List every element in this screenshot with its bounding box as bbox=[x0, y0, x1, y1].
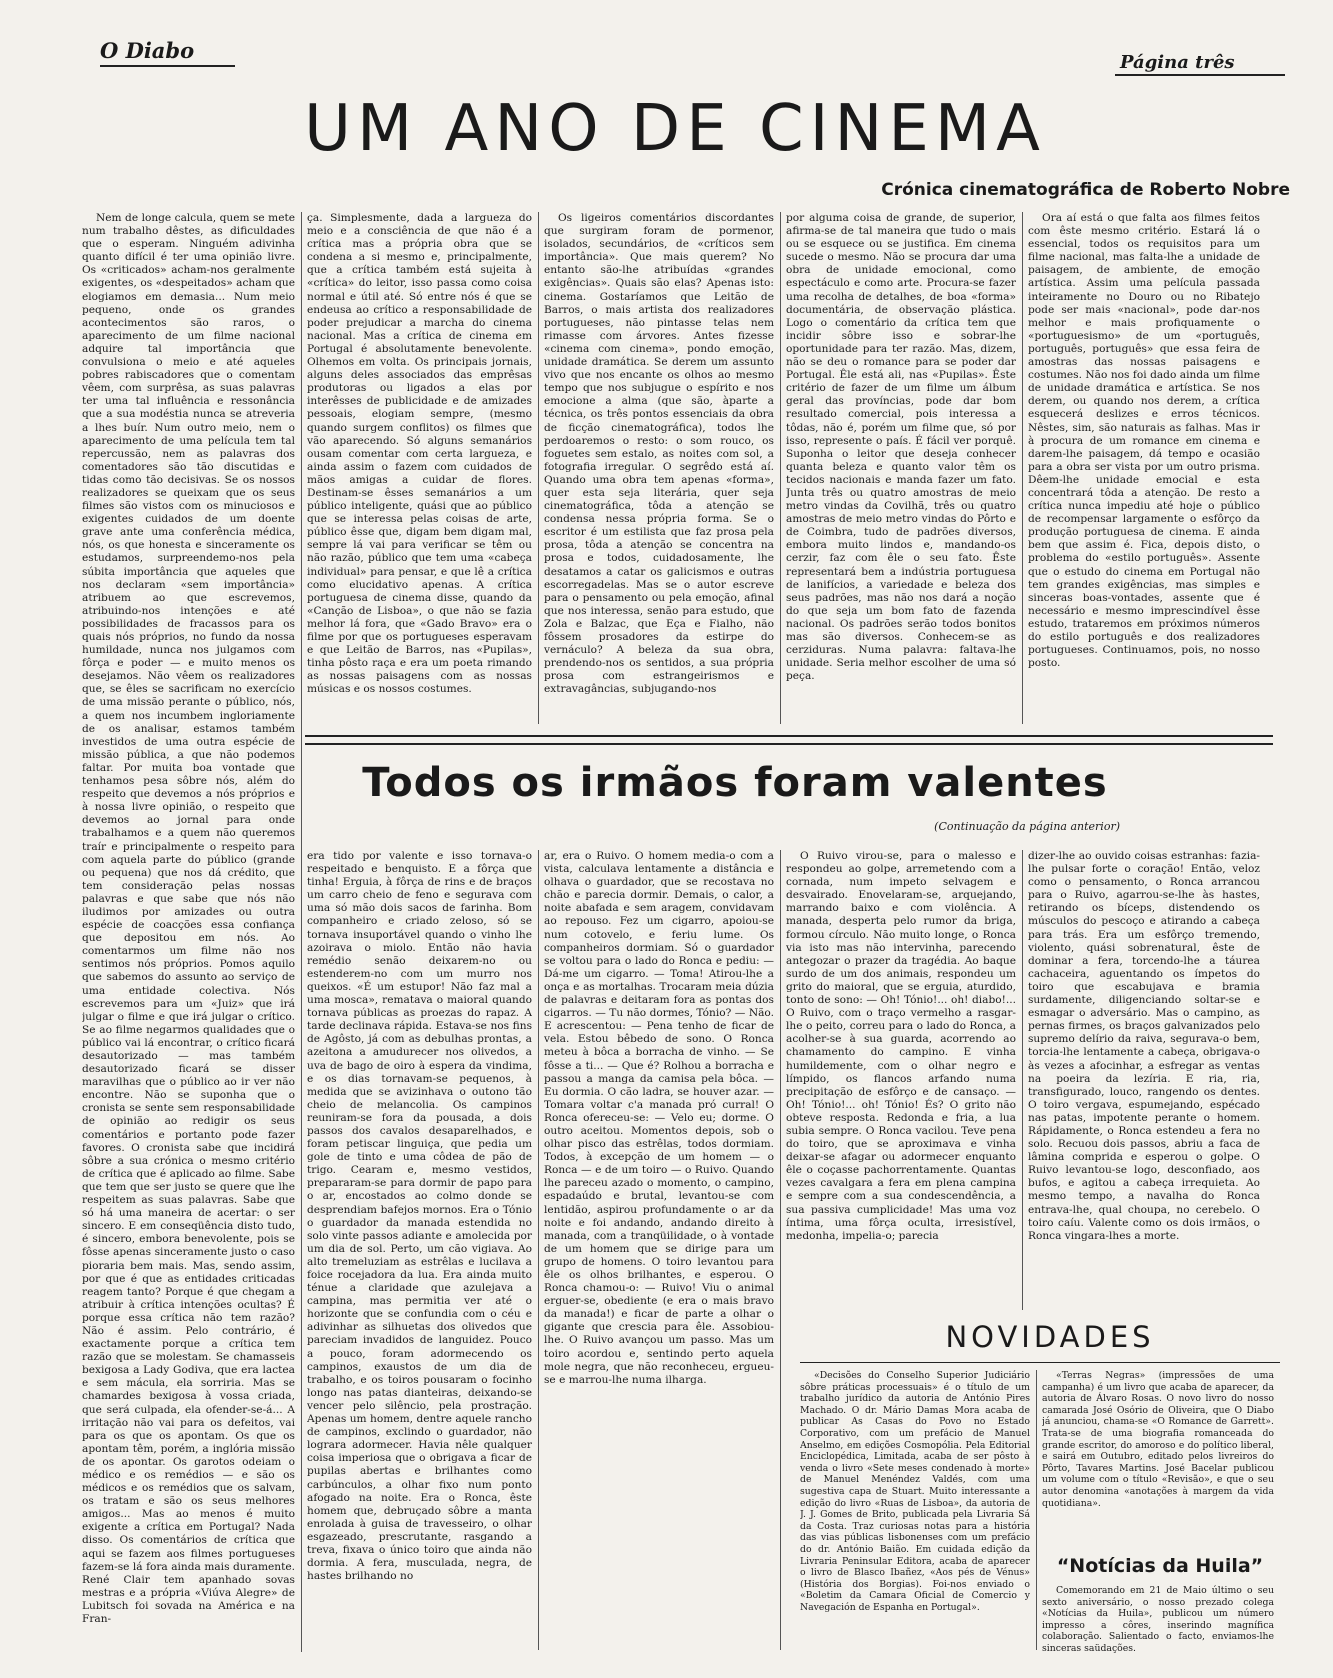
novidades-column-1-text: «Decisões do Conselho Superior Judiciário sôbre práticas processuais» é o título de um trabalho jurídico da autoria de António Pires Machado. O dr. Mário Damas Mora acaba de publicar As Casas do Povo no Estado Corporativo, com um prefácio de Manuel Anselmo, em edições Cosmopólia. Pela Editorial Enciclopédica, Limitada, acaba de ser pôsto à venda o livro «Sete meses condenado à morte» de Manuel Menéndez Valdés, com uma sugestiva capa de Stuart. Muito interessante a edição do livro «Ruas de Lisboa», da autoria de J. J. Gomes de Brito, publicada pela Livraria Sá da Costa. Traz curiosas notas para a história das vias públicas lisbonenses com um prefácio do dr. António Baião. Em cuidada edição da Livraria Peninsular Editora, acaba de aparecer o livro de Blasco Ibañez, «Aos pés de Vénus» (História dos Borgias). Foi-nos enviado o «Boletim da Camara Oficial de Comercio y Navegación de Espanha en Portugal». bbox=[800, 1370, 1030, 1613]
column-divider bbox=[1022, 850, 1023, 1310]
article-column-5 bbox=[1028, 212, 1260, 722]
noticias-heading: “Notícias da Huila” bbox=[1056, 1555, 1264, 1577]
column-divider bbox=[1036, 1370, 1037, 1650]
novidades-column-1 bbox=[800, 1370, 1030, 1650]
article-column-1-text: Nem de longe calcula, quem se mete num trabalho dêstes, as dificuldades que o esperam. Ninguém adivinha quanto difícil é ter uma opinião livre. Os «criticados» acham-nos geralmente exigentes, os «despeitados» acham que elogiamos em demasia... Num meio pequeno, onde os grandes acontecimentos são raros, o aparecimento de um filme nacional adquire tal importância que convulsiona o meio e até aqueles pobres rabiscadores que o comentam vêem, com surprêsa, as suas palavras ter uma tal influência e ressonância que a sua modéstia nunca se atreveria a lhes buír. Num outro meio, nem o aparecimento de uma película tem tal repercussão, nem as palavras dos comentadores são tão discutidas e tidas como tão decisivas. Se os nossos realizadores se queixam que os seus filmes são vistos com os minuciosos e exigentes cuidados de um doente grave ante uma conferência médica, nós, os que honesta e sinceramente os estudamos, surpreendemo-nos pela súbita importância que aqueles que nos declaram «sem importância» atribuem ao que escrevemos, atribuindo-nos intenções e até possibilidades de fracassos para os quais nós próprios, no fundo da nossa humildade, nunca nos julgamos com fôrça e poder — e muito menos os desejamos. Não vêem os realizadores que, se êles se sacrificam no exercício de uma missão perante o público, nós, a quem nos incumbem ingloriamente de os analisar, estamos também investidos de uma outra espécie de missão pública, a que não podemos faltar. Por muita boa vontade que tenhamos pesa sôbre nós, além do respeito que devemos a nós próprios e à nossa livre opinião, o respeito que devemos ao jornal para onde trabalhamos e a quem não queremos traír e principalmente o respeito para com aquela parte do público (grande ou pequena) que nos dá crédito, que tem consideração pelas nossas palavras e que sabe que nós não iludimos por amizades ou outra espécie de coacções essa confiança que depositou em nós. Ao comentarmos um filme não nos sentimos nós próprios. Pomos aquilo que sabemos do assunto ao serviço de uma entidade colectiva. Nós escrevemos para um «Juiz» que irá julgar o filme e que irá julgar o crítico. Se ao filme negarmos qualidades que o público vai lá encontrar, o crítico ficará desautorizado — mas também desautorizado ficará se disser maravilhas que o público ao ir ver não encontre. Não se suponha que o cronista se sente sem responsabilidade de opinião ao redigir os seus comentários e portanto pode fazer favores. O cronista sabe que incidirá sôbre a sua crónica o mesmo critério de crítica que é aplicado ao filme. Sabe que tem que ser justo se quere que lhe respeitem as suas palavras. Sabe que só há uma maneira de acertar: o ser sincero. E em conseqüência disto tudo, é sincero, embora benevolente, pois se fôsse apenas sinceramente justo o caso pioraria bem mais. Mas, sendo assim, por que é que as entidades criticadas reagem tanto? Porque é que chegam a atribuir à crítica intenções ocultas? É porque essa crítica não tem razão? Não é assim. Pelo contrário, é exactamente porque a crítica tem razão que se molestam. Se chamasseis bexigosa a Lady Godiva, que era lactea e sem mácula, ela sorriria. Mas se chamardes bexigosa à vossa criada, que será culpada, ela ofender-se-á... A irritação não vai para os defeitos, vai para os que os apontam. Os que os apontam têm, porém, a inglória missão de os apontar. Os garotos odeiam o médico e os remédios — e são os médicos e os remédios que os salvam, os tratam e são os seus melhores amigos... Mas ao menos é muito exigente a crítica em Portugal? Nada disso. Os comentários de crítica que aqui se fazem aos filmes portugueses fazem-se lá fora ainda mais duramente. René Clair tem apanhado sovas mestras e a própria «Viúva Alegre» de Lubitsch foi sovada na América e na Fran- bbox=[82, 212, 295, 1626]
header-left-rule bbox=[100, 65, 235, 67]
column-divider bbox=[538, 212, 539, 724]
article-column-1 bbox=[82, 212, 295, 1650]
story-column-2 bbox=[544, 850, 774, 1650]
article-column-3 bbox=[544, 212, 774, 722]
column-divider bbox=[780, 212, 781, 724]
noticias-body-text: Comemorando em 21 de Maio último o seu sexto aniversário, o nosso prezado colega «Notícias da Huila», publicou um número impresso a côres, inserindo magnífica colaboração. Salientado o facto, enviamos-lhe sinceras saüdações. bbox=[1042, 1585, 1274, 1653]
novidades-heading: NOVIDADES bbox=[945, 1320, 1155, 1354]
novidades-rule bbox=[800, 1362, 1280, 1363]
section-divider bbox=[305, 735, 1273, 745]
article-column-2 bbox=[307, 212, 532, 722]
article-title: UM ANO DE CINEMA bbox=[304, 92, 1046, 166]
newspaper-name: O Diabo bbox=[100, 38, 195, 63]
continuation-note: (Continuação da página anterior) bbox=[934, 820, 1120, 833]
article-column-2-text: ça. Simplesmente, dada a largueza do meio e a consciência de que não é a crítica mas a própria obra que se condena a si mesmo e, principalmente, que a crítica também está sujeita à «crítica» do leitor, isso passa como coisa normal e útil até. Só entre nós é que se endeusa ao crítico a responsabilidade de poder prejudicar a marcha do cinema nacional. Mas a crítica de cinema em Portugal é absolutamente benevolente. Olhemos em volta. Os principais jornais, alguns deles associados das emprêsas produtoras ou ligados a elas por interêsses de publicidade e de amizades pessoais, elogiam sempre, (mesmo quando surgem conflitos) os filmes que vão aparecendo. Só alguns semanários ousam comentar com certa largueza, e ainda assim o fazem com cuidados de mãos amigas a cuidar de flores. Destinam-se êsses semanários a um público inteligente, quási que ao público que se interessa pelas coisas de arte, público êsse que, digam bem digam mal, sempre lá vai para verificar se têm ou não razão, público que tem uma «cabeça individual» para pensar, e que lê a crítica como elucidativo apenas. A crítica portuguesa de cinema disse, quando da «Canção de Lisboa», o que não se fazia melhor lá fora, que «Gado Bravo» era o filme por que os portugueses esperavam e que Leitão de Barros, nas «Pupilas», tinha pôsto raça e era um poeta rimando as nossas paisagens com as nossas músicas e os nossos costumes. bbox=[307, 212, 532, 696]
page-label: Página três bbox=[1120, 52, 1235, 73]
story-headline: Todos os irmãos foram valentes bbox=[362, 760, 1108, 806]
article-column-3-text: Os ligeiros comentários discordantes que surgiram foram de pormenor, isolados, secundários, de «críticos sem importância». Que mais querem? No entanto são-lhe atribuídas «grandes exigências». Quais são elas? Apenas isto: cinema. Gostaríamos que Leitão de Barros, o mais artista dos realizadores portugueses, não pintasse telas nem rimasse com árvores. Antes fizesse «cinema com cinema», pondo emoção, unidade dramática. Se derem um assunto vivo que nos encante os olhos ao mesmo tempo que nos subjugue o espírito e nos emocione a alma (que são, àparte a técnica, os três pontos essenciais da obra de ficção cinematográfica), todos lhe perdoaremos o resto: o som rouco, os foguetes sem estalo, as noites com sol, a fotografia irregular. O segrêdo está aí. Quando uma obra tem apenas «forma», quer esta seja literária, quer seja cinematográfica, tôda a atenção se condensa nessa própria forma. Se o escritor é um estilista que faz prosa pela prosa, tôda a atenção se concentra na prosa e todos, cuidadosamente, lhe desatamos a catar os galicismos e outras escorregadelas. Mas se o autor escreve para o pensamento ou pela emoção, afinal que nos interessa, senão para estudo, que Zola e Balzac, que Eça e Fialho, não fôssem prosadores da estirpe do vernáculo? A beleza da sua obra, prendendo-nos os sentidos, a sua própria prosa com estrangeirismos e extravagâncias, subjugando-nos bbox=[544, 212, 774, 696]
story-column-4 bbox=[1028, 850, 1260, 1305]
story-column-1-text: era tido por valente e isso tornava-o respeitado e benquisto. E a fôrça que tinha! Erguia, à fôrça de rins e de braços um carro cheio de feno e segurava com uma só mão dois sacos de farinha. Bom companheiro e criado zeloso, só se tornava insuportável quando o vinho lhe azoirava o miolo. Então não havia remédio senão deixarem-no ou estenderem-no com um murro nos queixos. «É um estupor! Não faz mal a uma mosca», rematava o maioral quando tornava públicas as proezas do rapaz. A tarde declinava rápida. Estava-se nos fins de Agôsto, já com as debulhas prontas, a azeitona a amudurecer nos olivedos, a uva de bago de oiro à espera da vindima, e os dias tornavam-se pequenos, à medida que se avizinhava o outono tão cheio de melancolia. Os campinos reuniram-se fora da pousada, a dois passos dos cavalos desaparelhados, e foram petiscar linguiça, que pedia um gole de tinto e uma côdea de pão de trigo. Cearam e, mesmo vestidos, prepararam-se para dormir de papo para o ar, encostados ao colmo donde se desprendiam bafejos mornos. Era o Tónio o guardador da manada estendida no solo vinte passos adiante e amolecida por um dia de sol. Perto, um cão vigiava. Ao alto tremeluziam as estrêlas e lucilava a foice rocejadora da lua. Era ainda muito ténue a claridade que azulejava a campina, mas permitia ver até o horizonte que se confundia com o céu e adivinhar as silhuetas dos olivedos que pareciam invadidos de languidez. Pouco a pouco, foram adormecendo os campinos, exaustos de um dia de trabalho, e os toiros pousaram o focinho longo nas patas dianteiras, deixando-se vencer pelo silêncio, pela prostração. Apenas um homem, dentre aquele rancho de campinos, exclindo o guardador, não lograra adormecer. Havia nêle qualquer coisa imperiosa que o obrigava a ficar de pupilas abertas e brilhantes como carbúnculos, a olhar fixo num ponto afogado na noite. Era o Ronca, êste homem que, debruçado sôbre a manta enrolada à guisa de travesseiro, o olhar esgazeado, prescrutante, rasgando a treva, fixava o único toiro que ainda não dormia. A fera, musculada, negra, de hastes brilhando no bbox=[307, 850, 532, 1583]
column-divider bbox=[1022, 212, 1023, 724]
article-byline: Crónica cinematográfica de Roberto Nobre bbox=[881, 180, 1290, 200]
article-column-5-text: Ora aí está o que falta aos filmes feitos com êste mesmo critério. Estará lá o essencial, todos os requisitos para um filme nacional, mas falta-lhe a unidade de paisagem, de ambiente, de emoção artística. Assim uma película passada inteiramente no Douro ou no Ribatejo pode ser mais «nacional», pode dar-nos melhor e mais profiquamente o «portuguesismo» de um «português, português, português» que essa feira de amostras das nossas paisagens e costumes. Não nos foi dado ainda um filme de unidade dramática e artística. Se nos derem, ou quando nos derem, a crítica esquecerá deslizes e erros técnicos. Nêstes, sim, são naturais as falhas. Mas ir à procura de um romance em cinema e darem-lhe paisagem, dá tempo e ocasião para a obra ser vista por um outro prisma. Dêem-lhe unidade emocial e esta concentrará tôda a atenção. De resto a crítica nunca impediu até hoje o público de recompensar largamente o esfôrço da produção portuguesa de cinema. E ainda bem que assim é. Fica, depois disto, o problema do «estilo português». Assente que o estudo do cinema em Portugal não tem grandes exigências, mas simples e sinceras boas-vontades, assente que é necessário e mesmo imprescindível êsse estudo, trataremos em próximos números do estilo português e dos realizadores portugueses. Continuamos, pois, no nosso posto. bbox=[1028, 212, 1260, 670]
story-column-4-text: dizer-lhe ao ouvido coisas estranhas: fazia-lhe pulsar forte o coração! Então, veloz como o pensamento, o Ronca arrancou para o Ruivo, agarrou-se-lhe às hastes, retirando os bíceps, distendendo os músculos do pescoço e atirando a cabeça para trás. Era um esfôrço tremendo, violento, quási sobrenatural, êste de dominar a fera, torcendo-lhe a táurea cachaceira, aguentando os ímpetos do toiro que escabujava e bramia surdamente, diligenciando soltar-se e esmagar o adversário. Mas o campino, as pernas firmes, os braços galvanizados pelo supremo delírio da raiva, segurava-o bem, torcia-lhe lentamente a cabeça, obrigava-o às vezes a afocinhar, a esfregar as ventas na poeira da lezíria. E ria, ria, transfigurado, louco, rangendo os dentes. O toiro vergava, espumejando, espécado nas patas, impotente perante o homem. Rápidamente, o Ronca estendeu a fera no solo. Recuou dois passos, abriu a faca de lâmina comprida e esperou o golpe. O Ruivo levantou-se logo, desconfiado, aos bufos, e agitou a cabeça irrequieta. Ao mesmo tempo, a navalha do Ronca entrava-lhe, qual choupa, no cerebelo. O toiro caíu. Valente como os dois irmãos, o Ronca vingara-lhes a morte. bbox=[1028, 850, 1260, 1242]
article-column-4 bbox=[786, 212, 1016, 722]
column-divider bbox=[301, 212, 302, 1652]
novidades-column-2 bbox=[1042, 1370, 1274, 1535]
story-column-3 bbox=[786, 850, 1016, 1305]
story-column-3-text: O Ruivo virou-se, para o malesso e respondeu ao golpe, arremetendo com a cornada, num impeto selvagem e desvairado. Enovelaram-se, arquejando, marrando baixo e com violência. A manada, desperta pelo rumor da briga, formou círculo. Não muito longe, o Ronca via isto mas não intervinha, parecendo antegozar o prazer da tragédia. Ao baque surdo de um dos animais, respondeu um grito do maioral, que se erguia, aturdido, tonto de sono: — Oh! Tónio!... oh! diabo!... O Ruivo, com o traço vermelho a rasgar-lhe o peito, correu para o lado do Ronca, a acolher-se à sua guarda, acorrendo ao chamamento do campino. E vinha humildemente, com o olhar negro e límpido, os flancos arfando numa precipitação de esfôrço e de cansaço. — Oh! Tónio!... oh! Tónio! És? O grito não obteve resposta. Redonda e fria, a lua subia sempre. O Ronca vacilou. Teve pena do toiro, que se aproximava e vinha deixar-se afagar ou adormecer enquanto êle o coçasse pachorrentamente. Quantas vezes cavalgara a fera em plena campina e sempre com a sua condescendência, a sua passiva cumplicidade! Mas uma voz íntima, uma fôrça oculta, irresistível, medonha, impelia-o; parecia bbox=[786, 850, 1016, 1242]
article-column-4-text: por alguma coisa de grande, de superior, afirma-se de tal maneira que tudo o mais ou se esquece ou se justifica. Em cinema sucede o mesmo. Não se procura dar uma obra de unidade emocional, como espectáculo e como arte. Procura-se fazer uma recolha de detalhes, de boa «forma» documentária, de observação plástica. Logo o comentário da crítica tem que incidir sôbre isso e sobrar-lhe oportunidade para ter razão. Mas, dizem, não se deu o romance para se poder dar Portugal. Êle está ali, nas «Pupilas». Êste critério de fazer de um filme um álbum geral das províncias, pode dar bom resultado comercial, pois interessa a tôdas, não é, porém um filme que, só por isso, represente o país. É fácil ver porquê. Suponha o leitor que deseja conhecer quanta beleza e quanto valor têm os tecidos nacionais e manda fazer um fato. Junta três ou quatro amostras de meio metro vindas da Covilhã, três ou quatro amostras de meio metro vindas do Pôrto e de Coimbra, tudo de padrões diversos, embora muito lindos e, mandando-os cerzir, faz com êle o seu fato. Êste representará bem a indústria portuguesa de lanifícios, a variedade e beleza dos seus padrões, mas não nos dará a noção do que seja um bom fato de fazenda nacional. Os padrões serão todos bonitos mas são diversos. Conhecem-se as cerziduras. Numa palavra: faltava-lhe unidade. Seria melhor escolher de uma só peça. bbox=[786, 212, 1016, 683]
header-right-rule bbox=[1115, 74, 1285, 76]
story-column-1 bbox=[307, 850, 532, 1650]
column-divider bbox=[538, 850, 539, 1650]
story-column-2-text: ar, era o Ruivo. O homem media-o com a vista, calculava lentamente a distância e olhava o guardador, que se recostava no chão e parecia dormir. Demais, o calor, a noite abafada e sem aragem, convidavam ao repouso. Fez um cigarro, apoiou-se num cotovelo, e feriu lume. Os companheiros dormiam. Só o guardador se voltou para o lado do Ronca e pediu: — Dá-me um cigarro. — Toma! Atirou-lhe a onça e as mortalhas. Trocaram meia dúzia de palavras e deitaram fora as pontas dos cigarros. — Tu não dormes, Tónio? — Não. E acrescentou: — Pena tenho de ficar de vela. Estou bêbedo de sono. O Ronca meteu à bôca a borracha de vinho. — Se fôsse a ti... — Que é? Rolhou a borracha e passou a manga da camisa pela bôca. — Eu dormia. O cão ladra, se houver azar. — Tomara voltar c'a manada pró curral! O Ronca ofereceu-se: — Velo eu; dorme. O outro aceitou. Momentos depois, sob o olhar pisco das estrêlas, todos dormiam. Todos, à excepção de um homem — o Ronca — e de um toiro — o Ruivo. Quando lhe pareceu azado o momento, o campino, espadaúdo e brutal, levantou-se com lentidão, aspirou profundamente o ar da noite e foi andando, andando direito à manada, com a tranqüilidade, o à vontade de um homem que se dirige para um grupo de homens. O toiro levantou para êle os olhos brilhantes, e esperou. O Ronca chamou-o: — Ruivo! Viu o animal erguer-se, obediente (e era o mais bravo da manada!) e ficar de parte a olhar o gigante que crescia para êle. Assobiou-lhe. O Ruivo avançou um passo. Mas um toiro acordou e, sentindo perto aquela mole negra, que não reconheceu, ergueu-se e marrou-lhe numa ilharga. bbox=[544, 850, 774, 1386]
novidades-column-2-text: «Terras Negras» (impressões de uma campanha) é um livro que acaba de aparecer, da autoria de Álvaro Rosas. O novo livro do nosso camarada José Osório de Oliveira, que O Diabo já anunciou, chama-se «O Romance de Garrett». Trata-se de uma biografia romanceada do grande escritor, do amoroso e do político liberal, e sairá em Outubro, editado pelos livreiros do Pôrto, Tavares Martins. José Bacelar publicou um volume com o título «Revisão», e que o seu autor denomina «anotações à margem da vida quotidiana». bbox=[1042, 1370, 1274, 1509]
noticias-body bbox=[1042, 1585, 1274, 1653]
column-divider bbox=[780, 850, 781, 1650]
